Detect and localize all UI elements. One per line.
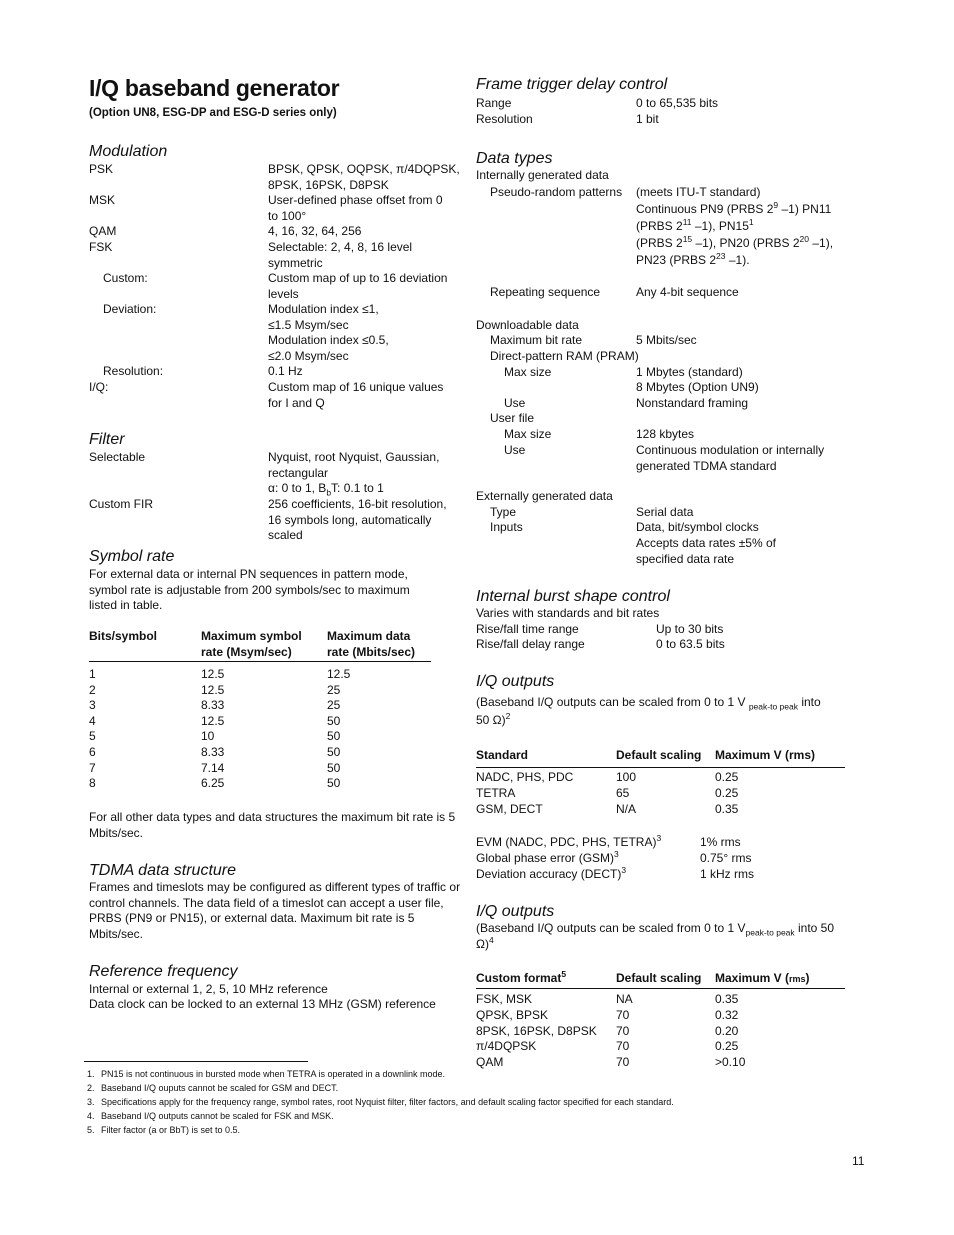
table-header: Standard [476,748,529,762]
table-rule [89,661,431,662]
pram-max-key: Max size [504,365,552,379]
table-cell: 50 [327,760,341,775]
page-number: 11 [852,1154,865,1168]
pseudo-text: PN23 (PRBS 2 [636,253,717,267]
iq-note-line-2 [476,713,510,729]
gpe-text: Global phase error (GSM) [476,851,615,865]
burst-heading: Internal burst shape control [476,588,670,605]
table-rule [476,767,845,768]
footnote-ref: 4 [488,935,494,945]
mod-key: MSK [89,193,116,207]
uf-use-value: Continuous modulation or internally generated TDMA standard [636,443,825,473]
table-cell: 0.35 [715,992,739,1006]
table-cell: 0.25 [715,1039,739,1054]
iq-note-text: 50 Ω) [476,713,506,727]
gpe-key [476,851,619,867]
mod-value: Custom map of up to 16 deviation levels [268,271,448,301]
iq-outputs-heading: I/Q outputs [476,673,555,690]
iq-note-text: (Baseband I/Q outputs can be scaled from 0 to 1 V [476,695,749,709]
mod-value: Selectable: 2, 4, 8, 16 level symmetric [268,240,413,270]
reference-line-1: Internal or external 1, 2, 5, 10 MHz reference [89,982,328,996]
inputs-value-2: Accepts data rates ±5% of specified data rate [636,536,776,566]
alpha-text-2: T: 0.1 to 1 [331,481,384,495]
footnote [87,1069,445,1080]
footnote-number: 5. [87,1125,95,1135]
frame-trigger-heading: Frame trigger delay control [476,76,668,93]
footnote-ref: 3 [656,833,662,843]
filter-selectable-value: Nyquist, root Nyquist, Gaussian, rectangular [268,450,440,480]
iq2-note-text: Ω) [476,937,489,951]
iq2-note-line-2 [476,937,494,953]
table-cell: 7 [89,760,96,775]
pseudo-sup: 9 [773,200,779,210]
table-cell: 25 [327,698,341,713]
mod-value: Custom map of 16 unique values for I and Q [268,380,444,410]
mod-key: Custom: [103,271,148,285]
footnote-number: 3. [87,1097,95,1107]
table-cell: 10 [201,729,215,744]
filter-selectable-key: Selectable [89,450,146,464]
pseudo-key: Pseudo-random patterns [490,185,623,199]
table-cell: 70 [616,1039,630,1054]
header-text: ) [805,971,810,985]
table-cell: NADC, PHS, PDC [476,770,574,784]
symbol-rate-note: For all other data types and data structures the maximum bit rate is 5 Mbits/sec. [89,810,456,840]
table-cell: 6.25 [201,776,225,791]
pseudo-line [636,236,833,252]
table-cell: 8.33 [201,698,225,713]
table-cell: 0.25 [715,785,739,800]
iq2-note-sub: peak-to peak [745,927,795,938]
table-cell: 12.5 [201,667,225,681]
footnote-ref: 1 [748,217,754,227]
iq2-note-text: (Baseband I/Q outputs can be scaled from 0 to 1 V [476,921,746,935]
pseudo-line [636,219,754,235]
mod-key: Resolution: [103,364,164,378]
table-cell: 2 [89,682,96,697]
table-cell: 50 [327,745,341,759]
table-cell: 3 [89,698,96,713]
modulation-heading: Modulation [89,143,168,160]
table-cell: QAM [476,1055,504,1070]
footnote-text: Baseband I/Q outputs cannot be scaled for FSK and MSK. [101,1111,334,1121]
pseudo-sup: 23 [716,251,726,261]
mod-value: User-defined phase offset from 0 to 100° [268,193,443,223]
table-cell: 0.25 [715,770,739,784]
reference-line-2: Data clock can be locked to an external 13 MHz (GSM) reference [89,997,436,1011]
evm-key [476,835,661,851]
header-text: Maximum V ( [715,971,790,985]
table-header: Bits/symbol [89,629,158,643]
table-cell: 1 [89,667,96,681]
table-cell: 50 [327,713,341,728]
table-cell: GSM, DECT [476,801,543,816]
pram-use-value: Nonstandard framing [636,396,749,410]
table-cell: TETRA [476,785,516,800]
footnote-ref: 2 [505,711,511,721]
table-cell: 50 [327,776,341,791]
table-cell: 8PSK, 16PSK, D8PSK [476,1023,597,1038]
pseudo-sup: 15 [682,234,693,244]
mod-key: PSK [89,162,114,176]
footnote-text: Baseband I/Q ouputs cannot be scaled for GSM and DECT. [101,1083,339,1093]
maxbit-value: 5 Mbits/sec [636,333,697,347]
download-label: Downloadable data [476,318,579,332]
mod-value: 4, 16, 32, 64, 256 [268,224,362,238]
repeat-key: Repeating sequence [490,285,601,299]
rise-value: Up to 30 bits [656,622,724,636]
table-cell: 70 [616,1055,630,1070]
mod-key: QAM [89,224,117,238]
inputs-value: Data, bit/symbol clocks [636,520,759,534]
page-title: I/Q baseband generator [89,75,340,101]
header-text: Custom format [476,971,562,985]
table-cell: 6 [89,745,96,759]
table-cell: 50 [327,729,341,744]
footnote [87,1111,334,1122]
table-cell: 0.20 [715,1023,739,1038]
header-small: rms [789,974,806,984]
table-cell: 12.5 [201,682,225,697]
iq-outputs-heading-2: I/Q outputs [476,903,555,920]
footnote-text: Specifications apply for the frequency range, symbol rates, root Nyquist filter, filter factors, and default scaling factor specified for each standard. [101,1097,674,1107]
type-value: Serial data [636,505,694,519]
internal-label: Internally generated data [476,168,609,182]
pseudo-line [636,253,750,269]
dev-value: 1 kHz rms [700,867,754,881]
symbol-rate-text: For external data or internal PN sequences in pattern mode, symbol rate is adjustable from 200 symbols/sec to maximum listed in table. [89,567,410,613]
table-cell: 7.14 [201,760,225,775]
table-cell: >0.10 [715,1055,746,1070]
table-cell: 70 [616,1007,630,1022]
footnote-number: 2. [87,1083,95,1093]
table-cell: FSK, MSK [476,992,533,1006]
filter-heading: Filter [89,431,125,448]
table-header [476,971,566,987]
pseudo-sup: 11 [682,217,692,227]
table-cell: 8.33 [201,745,225,759]
mod-value: Modulation index ≤0.5, ≤2.0 Msym/sec [268,333,389,363]
delay-value: 0 to 63.5 bits [656,637,725,651]
pram-use-key: Use [504,396,526,410]
iq-note-sub: peak-to peak [748,701,798,712]
table-header: Maximum V (rms) [715,748,816,762]
frame-range-key: Range [476,96,512,110]
table-header: Maximum symbol rate (Msym/sec) [201,629,302,659]
pseudo-line: (meets ITU-T standard) [636,185,761,199]
footnote [87,1083,338,1094]
footnote [87,1125,240,1136]
table-cell: 12.5 [201,713,225,728]
table-header: Default scaling [616,971,702,985]
page-subtitle: (Option UN8, ESG-DP and ESG-D series only) [89,107,337,119]
reference-heading: Reference frequency [89,963,238,980]
table-rule [476,988,845,989]
table-cell: 25 [327,682,341,697]
tdma-heading: TDMA data structure [89,862,237,879]
table-cell: 70 [616,1023,630,1038]
mod-key: I/Q: [89,380,109,394]
table-cell: NA [616,992,633,1006]
filter-custom-key: Custom FIR [89,497,154,511]
userfile-label: User file [490,411,535,425]
pram-label: Direct-pattern RAM (PRAM) [490,349,639,363]
table-cell: π/4DQPSK [476,1039,537,1054]
rise-key: Rise/fall time range [476,622,579,636]
footnote-text: Filter factor (a or BbT) is set to 0.5. [101,1125,241,1135]
footnote-text: PN15 is not continuous in bursted mode when TETRA is operated in a downlink mode. [101,1069,446,1079]
delay-key: Rise/fall delay range [476,637,585,651]
table-header: Maximum data rate (Mbits/sec) [327,629,416,659]
pseudo-text: –1), PN20 (PRBS 2 [692,236,800,250]
footnote-number: 4. [87,1111,95,1121]
maxbit-key: Maximum bit rate [490,333,583,347]
pseudo-text: (PRBS 2 [636,219,683,233]
pseudo-text: –1), PN15 [691,219,749,233]
table-cell: 65 [616,785,630,800]
pram-max-value: 1 Mbytes (standard) [636,365,743,379]
dev-key [476,867,626,883]
table-cell: 0.32 [715,1007,739,1022]
table-cell: 4 [89,713,96,728]
mod-key: Deviation: [103,302,157,316]
frame-range-value: 0 to 65,535 bits [636,96,719,110]
inputs-key: Inputs [490,520,523,534]
pram-max-value-2: 8 Mbytes (Option UN9) [636,380,759,394]
alpha-sub: b [326,487,332,498]
iq2-note-line-1 [476,921,834,937]
filter-alpha [268,481,458,497]
mod-value: Modulation index ≤1, ≤1.5 Msym/sec [268,302,379,332]
footnote-ref: 3 [614,849,619,859]
external-label: Externally generated data [476,489,613,503]
pseudo-text: –1). [725,253,750,267]
mod-value: BPSK, QPSK, OQPSK, π/4DQPSK, 8PSK, 16PSK, D8PSK [268,162,460,192]
gpe-value: 0.75° rms [700,851,752,865]
footnote-rule [84,1061,308,1062]
evm-text: EVM (NADC, PDC, PHS, TETRA) [476,835,657,849]
uf-max-key: Max size [504,427,552,441]
evm-value: 1% rms [700,835,741,849]
mod-key: FSK [89,240,113,254]
table-cell: QPSK, BPSK [476,1007,549,1022]
filter-custom-value: 256 coefficients, 16-bit resolution, 16 symbols long, automatically scaled [268,497,447,543]
burst-text: Varies with standards and bit rates [476,606,660,620]
table-header: Default scaling [616,748,702,762]
footnote [87,1097,674,1108]
pseudo-text: –1), [809,236,834,250]
pseudo-line [636,202,831,218]
uf-max-value: 128 kbytes [636,427,695,441]
iq-note-text: into [797,695,821,709]
table-cell: 100 [616,770,637,784]
dev-text: Deviation accuracy (DECT) [476,867,622,881]
table-cell: 8 [89,776,96,791]
footnote-ref: 5 [561,969,567,979]
table-cell: 12.5 [327,667,351,681]
pseudo-text: Continuous PN9 (PRBS 2 [636,202,774,216]
table-header [715,971,810,988]
table-cell: N/A [616,801,637,816]
mod-value: 0.1 Hz [268,364,303,378]
iq2-note-text: into 50 [794,921,835,935]
footnote-number: 1. [87,1069,95,1079]
pseudo-sup: 20 [799,234,810,244]
frame-res-key: Resolution [476,112,533,126]
data-types-heading: Data types [476,150,553,167]
tdma-text: Frames and timeslots may be configured as different types of traffic or control channels. The data field of a timeslot can accept a user file, PRBS (PN9 or PN15), or external data. Maximum bit rate is 5 Mbits/sec. [89,880,461,941]
pseudo-text: –1) PN11 [778,202,832,216]
frame-res-value: 1 bit [636,112,659,126]
pseudo-text: (PRBS 2 [636,236,683,250]
repeat-value: Any 4-bit sequence [636,285,739,299]
alpha-text: α: 0 to 1, B [268,481,327,495]
table-cell: 5 [89,729,96,744]
type-key: Type [490,505,517,519]
uf-use-key: Use [504,443,526,457]
symbol-rate-heading: Symbol rate [89,548,175,565]
iq-note-line-1 [476,695,821,711]
footnote-ref: 3 [621,865,627,875]
table-cell: 0.35 [715,801,739,816]
